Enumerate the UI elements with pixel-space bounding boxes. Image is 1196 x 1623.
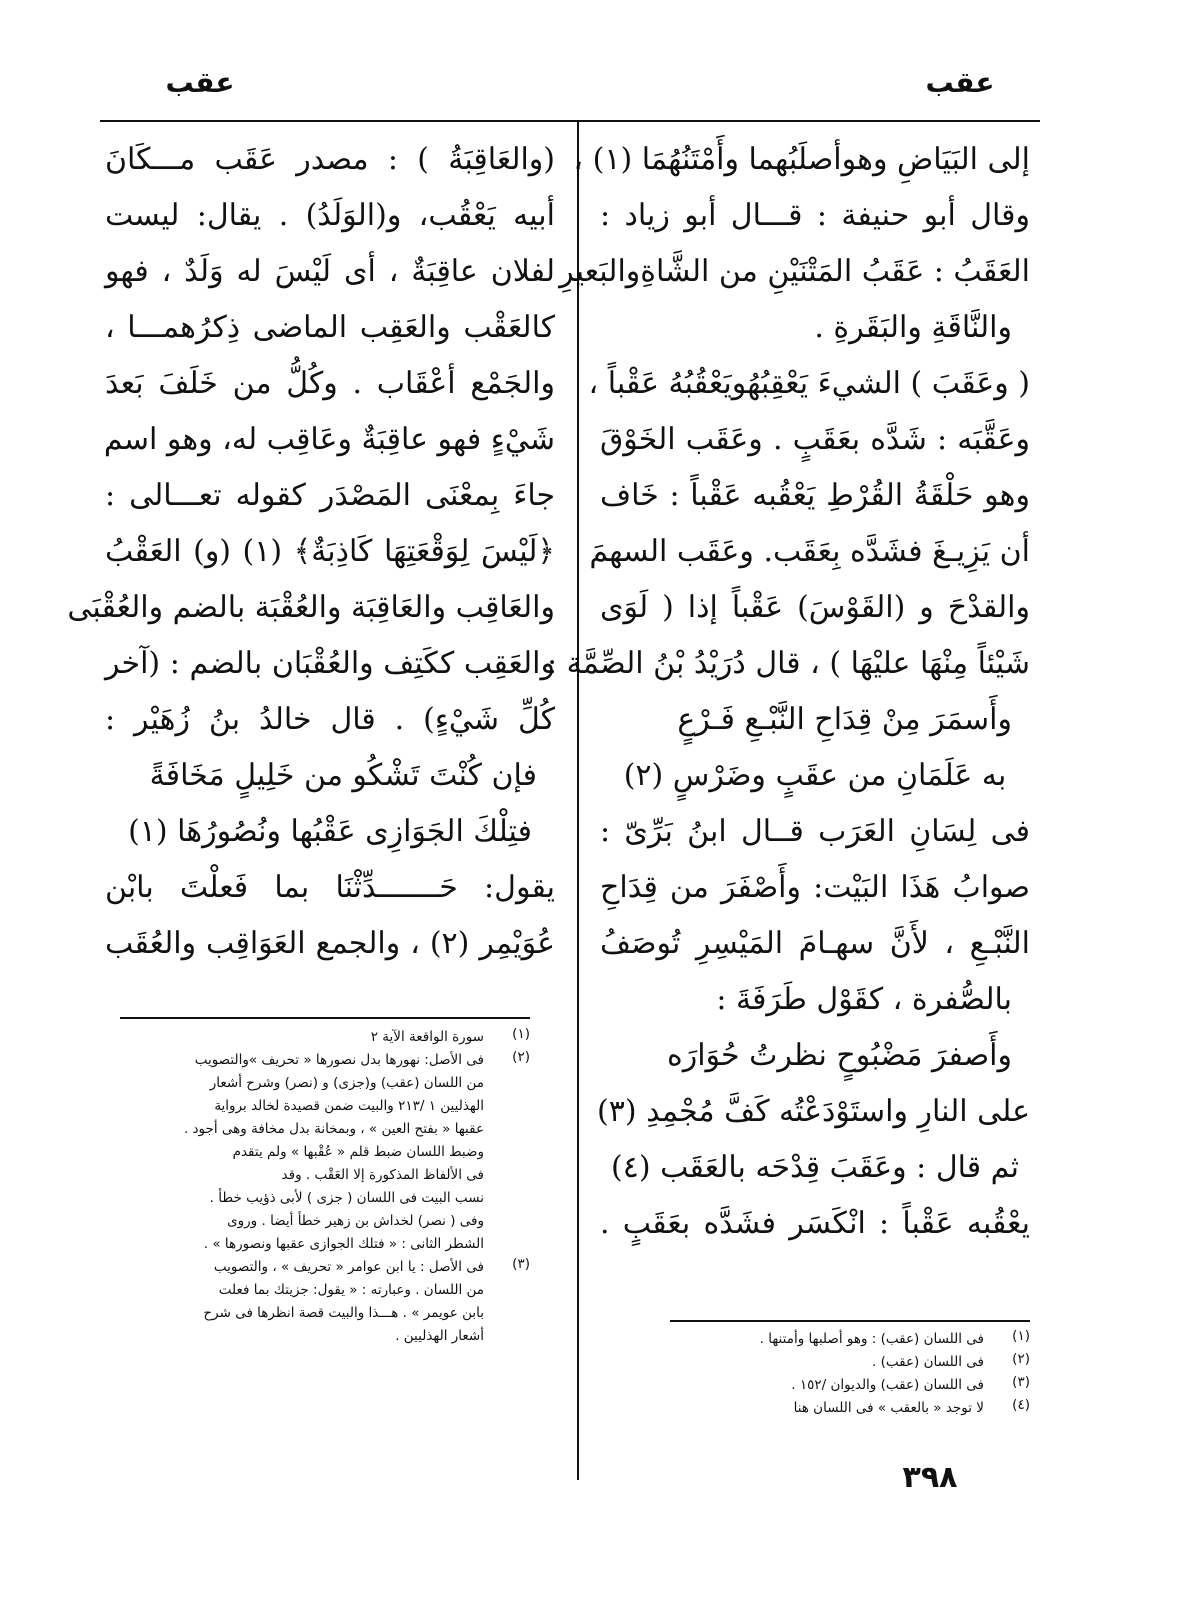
running-header-left: عقب (165, 66, 235, 99)
footnote (690, 1351, 1030, 1374)
footnote-line: أشعار الهذليين . (395, 1328, 484, 1344)
footnote (690, 1374, 1030, 1397)
footnote-text (690, 1374, 984, 1397)
footnote-number: (٣) (1012, 1374, 1030, 1390)
footnote-line: عقبها « بفتح العين » ، وبمخانة بدل مخافة وهى أجود . (183, 1121, 484, 1137)
verse-line: فتِلْكَ الجَوَازِى عَقْبُها ونُصُورُهَا (١) (128, 814, 532, 849)
footnote-line: فى اللسان (عقب) . (872, 1354, 984, 1370)
verse-line: وأَصفرَ مَضْبُوحٍ نظرتُ حُوَارَه (667, 1038, 1012, 1073)
footnote-text (690, 1397, 984, 1420)
text-line: إلى البَيَاضِ وهوأصلَبُهما وأَمْتَنُهُمَا (١) ، (573, 142, 1030, 177)
header-rule (100, 120, 1040, 122)
footnote-line: الشطر الثانى : « فتلك الجوازى عقبها ونصورها » . (203, 1236, 484, 1252)
text-line: شَيْئاً مِنْهَا عليْهَا ) ، قال دُرَيْدُ بْنُ الصِّمَّة : (547, 646, 1030, 681)
text-line: فى لِسَانِ العَرَب قــال ابنُ بَرِّىّ : (600, 814, 1030, 849)
footnote-line: سورة الواقعة الآية ٢ (370, 1029, 484, 1045)
column-divider (577, 120, 579, 1480)
footnote (112, 1256, 530, 1348)
verse-line: على النارِ واستَوْدَعْتُه كَفَّ مُجْمِدِ (٣) (597, 1094, 1030, 1129)
text-line: وقال أبو حنيفة : قـــال أبو زياد : (600, 198, 1030, 233)
text-line: لفلان عاقِبَةٌ ، أى لَيْسَ له وَلَدٌ ، فهو (105, 254, 555, 289)
footnote-number: (٢) (512, 1049, 530, 1065)
footnote-number: (١) (1012, 1328, 1030, 1344)
text-line: (والعَاقِبَةُ ) : مصدر عَقَب مـــكَانَ (105, 142, 555, 177)
text-line: ( وعَقَبَ ) الشيءَ يَعْقِبُهُويَعْقُبُهُ عَقْباً ، (588, 366, 1030, 401)
text-line: والقدْحَ و (القَوْسَ) عَقْباً إذا ( لَوَى (600, 590, 1030, 625)
verse-line: به عَلَمَانِ من عقَبٍ وضَرْسٍ (٢) (623, 758, 1007, 793)
footnote-text (112, 1026, 484, 1049)
footnote-line: نسب البيت فى اللسان ( جزى ) لأبى ذؤيب خطأ . (209, 1190, 484, 1206)
footnote-line: فى الأصل : يا ابن عوامر « تحريف » ، والتصويب (213, 1259, 484, 1275)
text-line: والعَاقِب والعَاقِبَة والعُقْبَة بالضم والعُقْبَى (67, 590, 555, 625)
text-line: وهو حَلْقَةُ القُرْطِ يَعْقُبه عَقْباً : خَاف (600, 478, 1030, 513)
footnote-line: فى اللسان (عقب) : وهو أصلبها وأمتنها . (759, 1331, 984, 1347)
footnote-text (112, 1049, 484, 1256)
text-line: والجَمْع أعْقَاب . وكُلُّ من خَلَفَ بَعدَ (105, 366, 555, 401)
text-line: وعَقَّبَه : شَدَّه بعَقَبٍ . وعَقَب الخَوْقَ (600, 422, 1030, 457)
footnote-line: بابن عويمر » . هـــذا والبيت قصة انظرها فى شرح (203, 1305, 484, 1321)
footnote-line: وفى ( نصر) لخداش بن زهير خطأ أيضا . وروى (227, 1213, 484, 1229)
footnote-text (112, 1256, 484, 1348)
text-line: شَيْءٍ فهو عاقِبَةٌ وعَاقِب له، وهو اسم (103, 422, 555, 457)
text-line: والعَقِب ككَتِف والعُقْبَان بالضم : (آخر (105, 646, 555, 681)
quran-quote-line: ﴿لَيْسَ لِوَقْعَتِهَا كَاذِبَةٌ﴾ (١) (و) العَقْبُ (105, 534, 555, 569)
footnote-number: (١) (512, 1026, 530, 1042)
footnote (690, 1328, 1030, 1351)
text-line: صوابُ هَذَا البَيْت: وأَصْفَرَ من قِدَاحِ (600, 870, 1030, 905)
footnote-line: الهذليين ١ /٢١٣ والبيت ضمن قصيدة لخالد برواية (214, 1098, 484, 1114)
text-line: أن يَزِيـغَ فشَدَّه بِعَقَب. وعَقَب السهمَ (589, 534, 1030, 569)
footnote-line: فى اللسان (عقب) والديوان /١٥٢ . (791, 1377, 984, 1393)
running-header-right: عقب (925, 66, 995, 99)
footnote-line: من اللسان . وعبارته : « يقول: جزيتك بما فعلت (218, 1282, 484, 1298)
left-column (67, 132, 555, 972)
left-footnotes (112, 1026, 530, 1348)
text-line: العَقَبُ : عَقَبُ المَتْنَيْنِ من الشَّاةِوالبَعيرِ (559, 254, 1030, 289)
right-footnotes (690, 1328, 1030, 1420)
footnote-line: وضبط اللسان ضبط قلم « عُقْبها » ولم يتقدم (232, 1144, 484, 1160)
text-line: كُلِّ شَيْءٍ) . قال خالدُ بنُ زُهَيْر : (105, 702, 555, 737)
text-line: جاءَ بِمعْنَى المَصْدَر كقوله تعـــالى : (105, 478, 555, 513)
page-number: ٣٩٨ (902, 1460, 958, 1495)
footnote-number: (٢) (1012, 1351, 1030, 1367)
text-line: النَّبْـعِ ، لأَنَّ سهـامَ المَيْسِرِ تُوصَفُ (600, 926, 1030, 961)
footnote-line: فى الألفاظ المذكورة إلا العَقْب . وقد (281, 1167, 484, 1183)
footnote-text (690, 1328, 984, 1351)
verse-line: فإن كُنْتَ تَشْكُو من خَلِيلٍ مَخَافَةً (149, 758, 537, 793)
footnote-number: (٤) (1012, 1397, 1030, 1413)
footnote-rule-right (670, 1320, 1030, 1322)
text-line: عُوَيْمِر (٢) ، والجمع العَوَاقِب والعُقَب (105, 926, 555, 961)
text-line: يقول: حَـــــــدِّثْنَا بما فَعلْتَ بابْن (105, 870, 555, 905)
footnote-line: من اللسان (عقب) و(جزى) و (نصر) وشرح أشعار (209, 1075, 484, 1091)
footnote-line: فى الأصل: نهورها بدل نصورها « تحريف »والتصويب (194, 1052, 484, 1068)
footnote-line: لا توجد « بالعقب » فى اللسان هنا (793, 1400, 984, 1416)
text-line: ثم قال : وعَقَبَ قِدْحَه بالعَقَب (٤) (611, 1150, 1019, 1185)
text-line: كالعَقْب والعَقِب الماضى ذِكرُهمـــا ، (105, 310, 555, 345)
text-line: أبيه يَعْقُب، و(الوَلَدُ) . يقال: ليست (105, 198, 555, 233)
footnote-rule-left (120, 1017, 530, 1019)
text-line: والنَّاقَةِ والبَقَرةِ . (814, 310, 1012, 345)
footnote-number: (٣) (512, 1256, 530, 1272)
footnote-text (690, 1351, 984, 1374)
footnote (112, 1049, 530, 1256)
footnote (112, 1026, 530, 1049)
right-column (547, 132, 1030, 1252)
text-line: يعْقُبه عَقْباً : انْكَسَر فشَدَّه بعَقَبٍ . (600, 1206, 1030, 1241)
verse-line: وأَسمَرَ مِنْ قِدَاحِ النَّبْـعِ فَـرْعٍ (677, 702, 1012, 737)
footnote (690, 1397, 1030, 1420)
text-line: بالصُّفرة ، كقَوْل طَرَفَةَ : (716, 982, 1012, 1017)
